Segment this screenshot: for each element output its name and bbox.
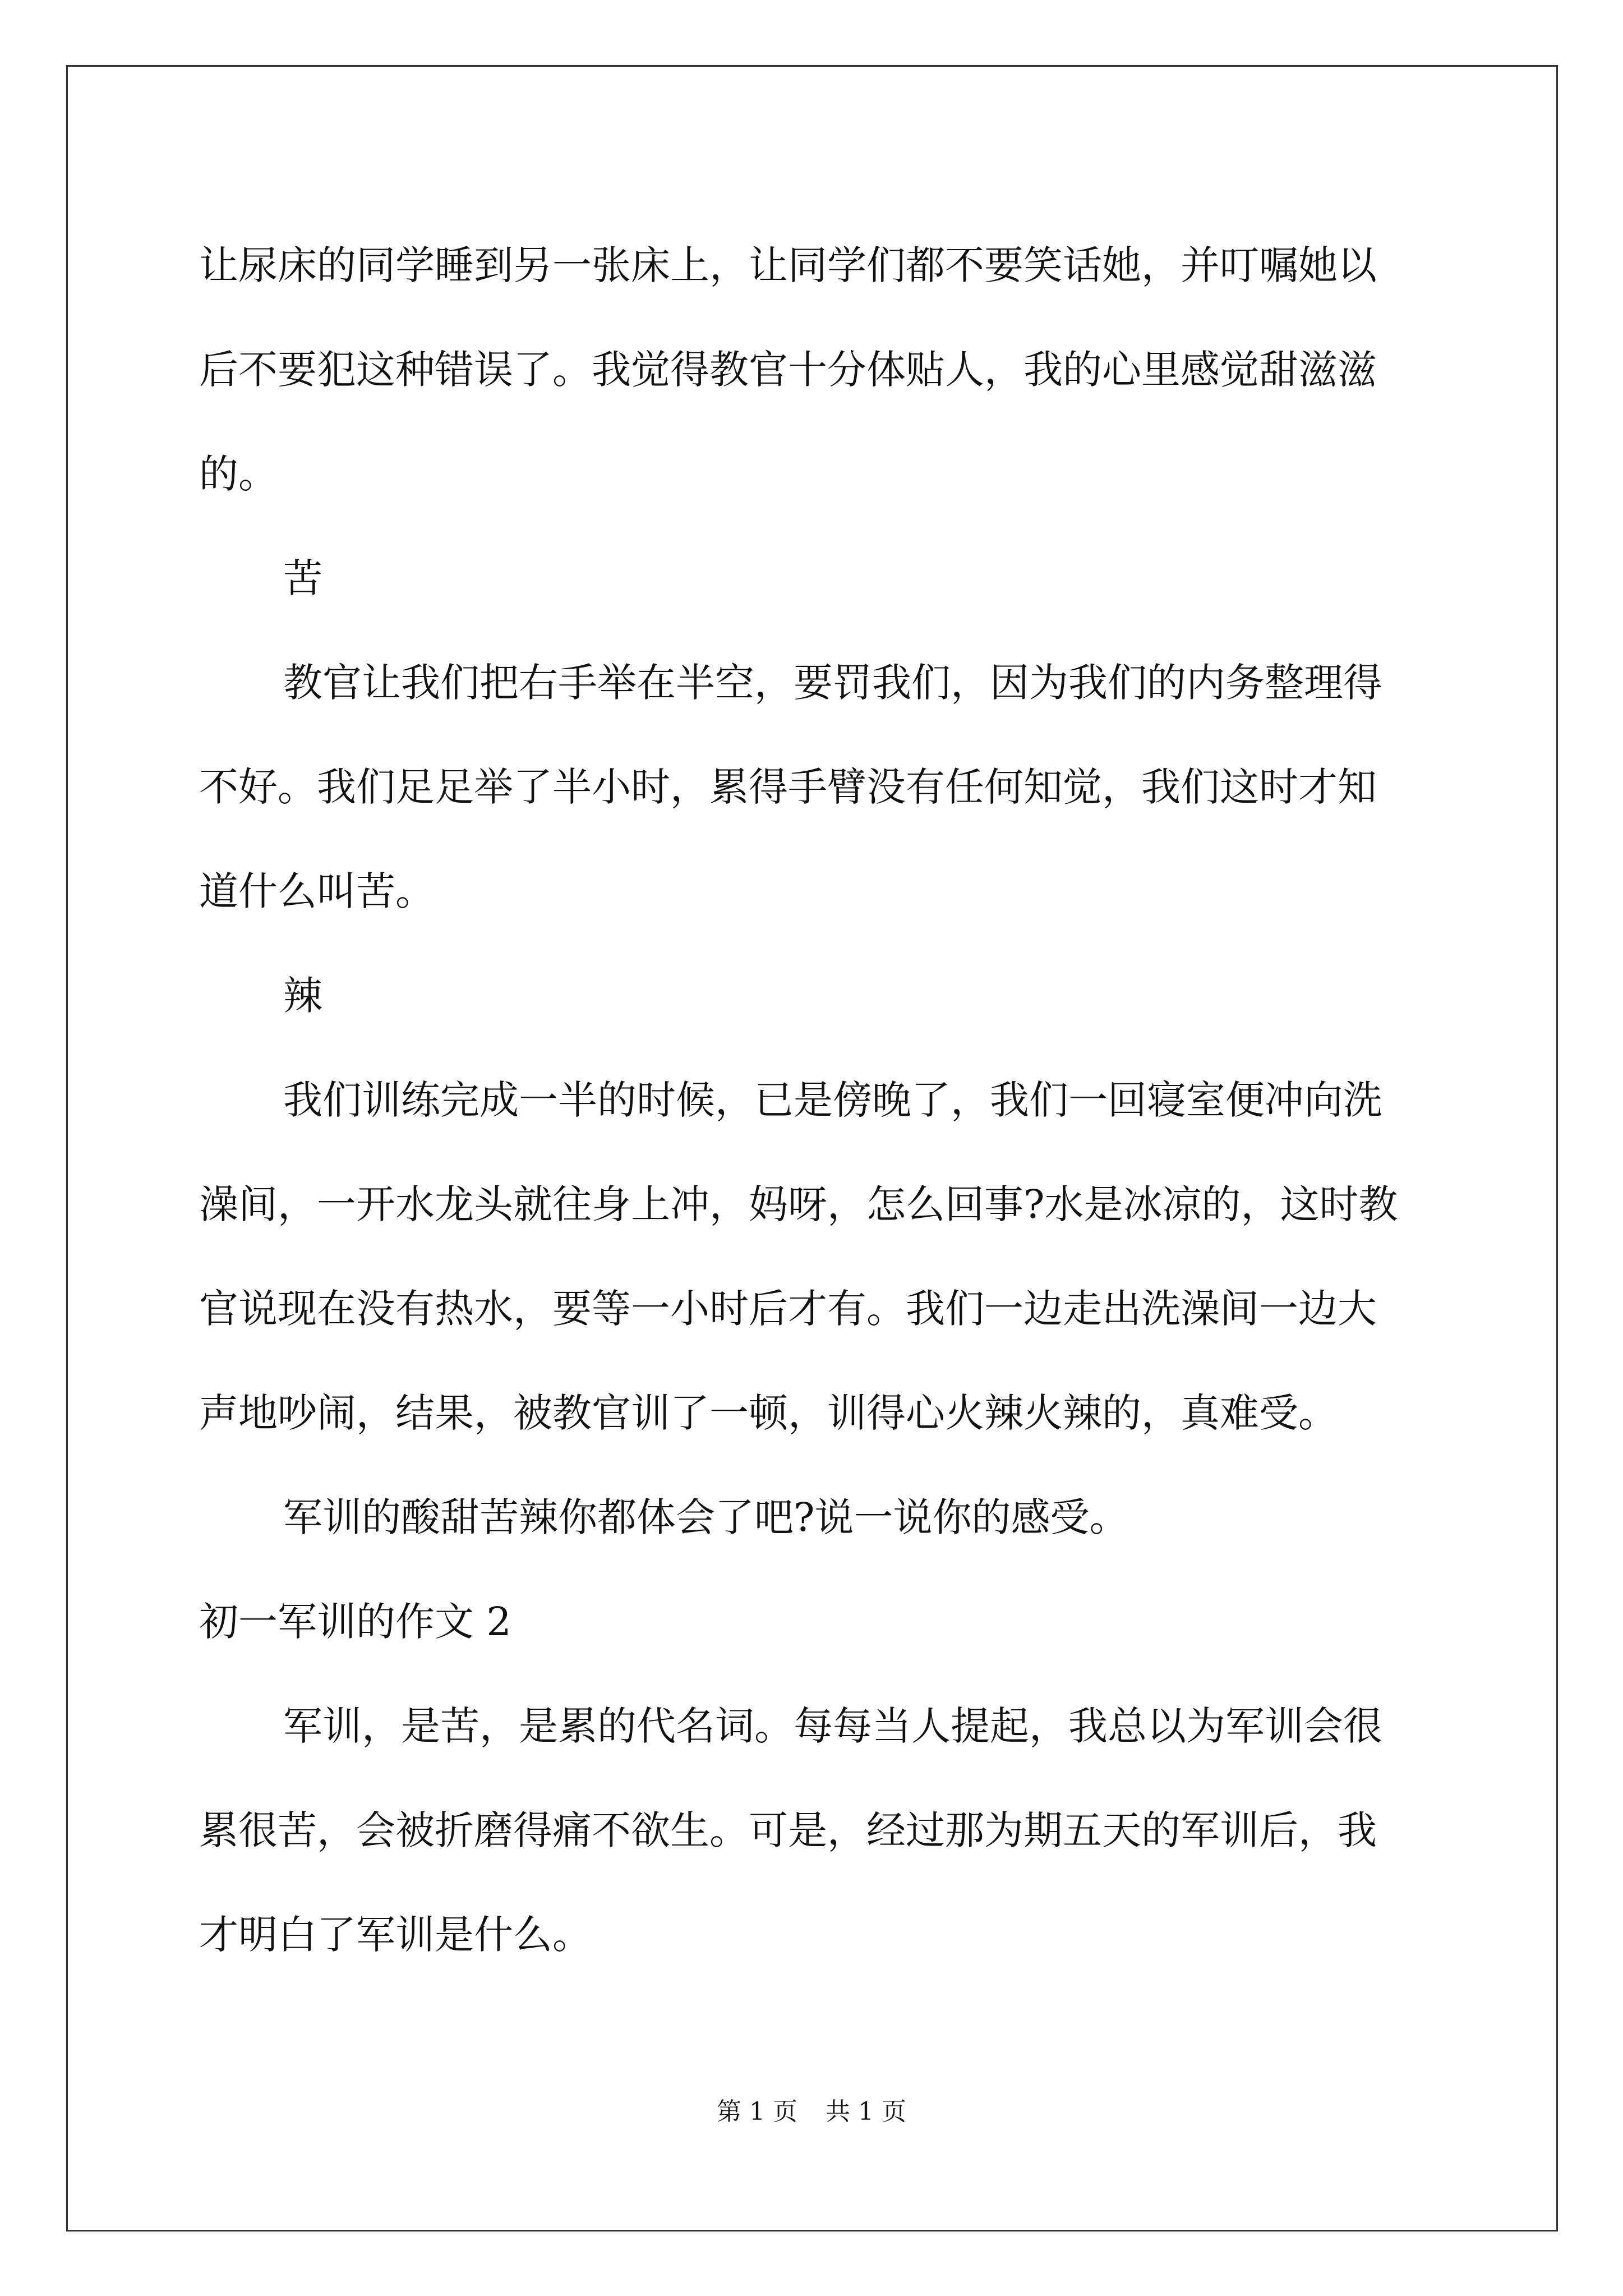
body-line: 声地吵闹，结果，被教官训了一顿，训得心火辣火辣的，真难受。 [199, 1390, 1338, 1436]
body-line: 后不要犯这种错误了。我觉得教官十分体贴人，我的心里感觉甜滋滋 [199, 347, 1377, 393]
body-line: 道什么叫苦。 [199, 868, 435, 914]
essay-title: 初一军训的作文 2 [199, 1599, 511, 1645]
body-line: 澡间，一开水龙头就往身上冲，妈呀，怎么回事?水是冰凉的，这时教 [199, 1181, 1398, 1227]
body-line: 的。 [199, 451, 278, 497]
page-footer [0, 2095, 1623, 2129]
page-number: 第 1 页 [717, 2097, 797, 2126]
document-body [199, 213, 1433, 1987]
body-line: 累很苦，会被折磨得痛不欲生。可是，经过那为期五天的军训后，我 [199, 1807, 1377, 1853]
body-line: 才明白了军训是什么。 [199, 1912, 592, 1958]
body-line: 我们训练完成一半的时候，已是傍晚了，我们一回寝室便冲向洗 [283, 1077, 1382, 1123]
section-heading-la: 辣 [283, 973, 322, 1019]
page-total: 共 1 页 [826, 2097, 906, 2126]
section-heading-ku: 苦 [283, 555, 322, 601]
body-line: 不好。我们足足举了半小时，累得手臂没有任何知觉，我们这时才知 [199, 764, 1377, 810]
body-line: 官说现在没有热水，要等一小时后才有。我们一边走出洗澡间一边大 [199, 1286, 1377, 1332]
body-line: 军训的酸甜苦辣你都体会了吧?说一说你的感受。 [283, 1494, 1129, 1540]
body-line: 让尿床的同学睡到另一张床上，让同学们都不要笑话她，并叮嘱她以 [199, 242, 1377, 288]
body-line: 军训，是苦，是累的代名词。每每当人提起，我总以为军训会很 [283, 1703, 1382, 1749]
body-line: 教官让我们把右手举在半空，要罚我们，因为我们的内务整理得 [283, 660, 1382, 706]
